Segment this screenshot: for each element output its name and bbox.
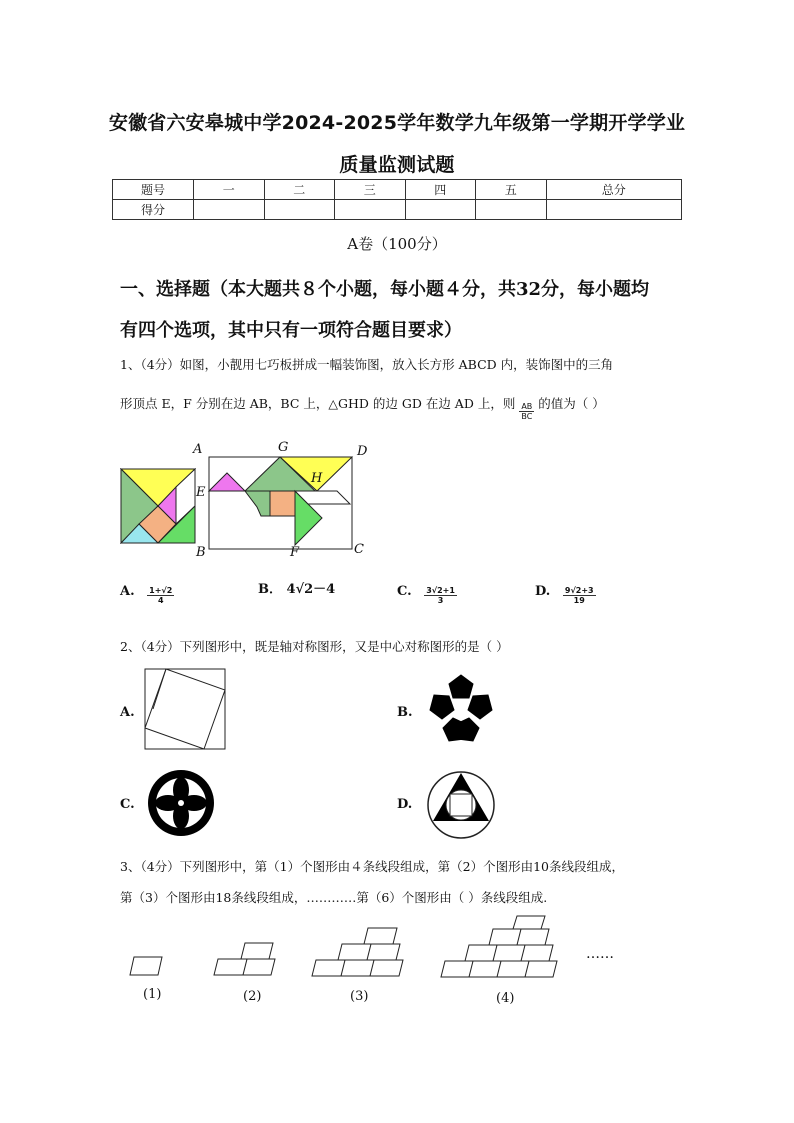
q1-option-b[interactable] [258,578,335,597]
q3-pattern-figure-2 [210,940,280,978]
q1-ratio-den: BC [521,412,533,421]
q3-pattern-figure-4 [437,914,562,980]
q2-option-a-label[interactable]: A. [120,705,135,720]
figure-label-a: A [193,442,203,457]
score-header-cell: 总分 [546,180,682,200]
figure-label-c: C [354,542,364,557]
q1-option-b-value: 4√2－4 [286,582,336,597]
q1-option-c[interactable] [397,578,457,605]
score-table-header-row [113,180,682,200]
q2-option-d-label[interactable]: D. [397,797,413,812]
q3-text-line1: 3、（4分）下列图形中，第（1）个图形由４条线段组成，第（2）个图形由10条线段组成， [120,859,624,874]
section1-heading-line1: 一、选择题（本大题共８个小题，每小题４分，共32分，每小题均 [120,279,650,300]
figure-label-b: B [196,545,206,560]
figure-label-f: F [290,545,300,560]
q1-option-d-label: D. [535,584,551,599]
q2-text: 2、（4分）下列图形中，既是轴对称图形，又是中心对称图形的是（ ） [120,639,509,654]
q1-option-a-fraction [147,586,174,605]
q2-option-a-figure [144,668,226,750]
q1-option-d[interactable] [535,578,596,605]
score-table-score-row [113,200,682,220]
q1-option-d-num: 9√2+3 [564,586,594,595]
q1-text-line2 [120,388,605,421]
q1-option-a-den: 4 [157,596,164,605]
score-header-cell: 一 [194,180,265,200]
q1-option-c-num: 3√2+1 [426,586,455,595]
q1-option-c-label: C. [397,584,412,599]
q3-caption-3: (3) [350,989,369,1004]
figure-label-h: H [311,471,323,486]
q1-option-a-num: 1+√2 [149,586,173,595]
score-input-cell[interactable] [264,200,335,220]
section1-heading-line2: 有四个选项，其中只有一项符合题目要求） [120,320,462,341]
score-input-cell[interactable] [476,200,547,220]
score-input-cell[interactable] [405,200,476,220]
q1-text-line2-end: 的值为（ ） [538,396,605,411]
page-title-line2: 质量监测试题 [339,154,455,176]
q1-ratio-fraction [519,402,534,421]
q1-option-d-fraction [563,586,596,605]
q3-pattern-figure-1 [126,955,166,977]
page-title-line1: 安徽省六安皋城中学2024-2025学年数学九年级第一学期开学学业 [108,112,686,134]
q1-option-c-den: 3 [437,596,444,605]
q2-option-b-figure [426,673,496,743]
q2-option-c-figure [146,768,216,838]
q3-pattern-figure-3 [308,925,408,979]
q1-option-d-den: 19 [573,596,585,605]
q1-option-a[interactable] [120,578,174,605]
q1-tangram-square [120,468,196,544]
score-table [112,179,682,220]
score-row-label: 得分 [113,200,194,220]
q1-option-c-fraction [424,586,457,605]
figure-label-g: G [278,440,289,455]
score-input-cell[interactable] [546,200,682,220]
figure-label-d: D [357,444,368,459]
score-input-cell[interactable] [194,200,265,220]
q3-ellipsis: …… [586,946,614,962]
score-header-cell: 五 [476,180,547,200]
q2-option-c-label[interactable]: C. [120,797,135,812]
score-header-cell: 三 [335,180,406,200]
score-header-cell: 四 [405,180,476,200]
q2-option-d-figure [426,770,496,840]
q2-option-b-label[interactable]: B. [397,705,413,720]
q1-ratio-num: AB [521,402,533,411]
q1-text-line2-main: 形顶点 E，F 分别在边 AB，BC 上，△GHD 的边 GD 在边 AD 上，则 [120,396,516,411]
volume-heading: A卷（100分） [347,235,447,253]
q1-option-b-label: B． [258,582,282,597]
score-input-cell[interactable] [335,200,406,220]
q3-caption-2: (2) [243,989,262,1004]
score-header-cell: 二 [264,180,335,200]
figure-label-e: E [196,485,206,500]
q3-text-line2: 第（3）个图形由18条线段组成，…………第（6）个图形由（ ）条线段组成. [120,890,548,905]
q1-text-line1: 1、（4分）如图，小靓用七巧板拼成一幅装饰图，放入长方形 ABCD 内，装饰图中的三角 [120,357,614,372]
score-header-cell: 题号 [113,180,194,200]
q1-rectangle-figure [195,440,375,565]
q1-option-a-label: A. [120,584,135,599]
q3-caption-1: (1) [143,987,162,1002]
q3-caption-4: (4) [496,991,515,1006]
